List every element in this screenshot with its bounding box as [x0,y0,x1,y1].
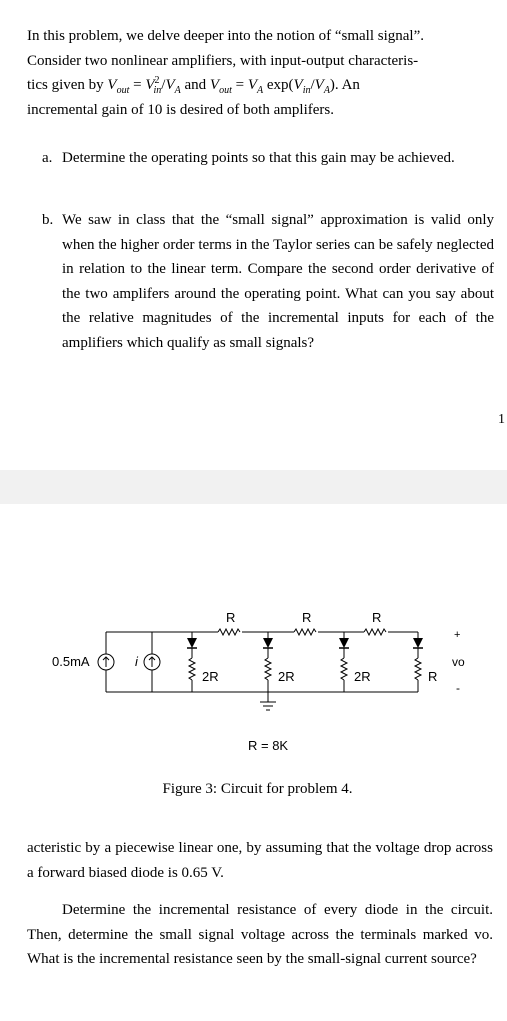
resistor-value-note: R = 8K [248,738,289,753]
series-resistor-3-label: R [372,610,382,625]
series-resistor-2-label: R [302,610,312,625]
item-text: We saw in class that the “small signal” approximation is valid only when the higher order terms in the Taylor series can be safely neglected in relation to the linear term. Compare the second order derivative of the two amplifers around the operating point. What can you say about the relative magnitudes of the incremental inputs for each of the amplifiers which qualify as small signals? [62,212,494,351]
circuit-diagram [48,592,478,792]
output-voltage-label: vo [452,655,465,669]
figure-caption: Figure 3: Circuit for problem 4. [162,781,353,797]
item-a [42,146,494,171]
shunt-resistor-3-label: 2R [354,669,371,684]
item-text: Determine the operating points so that this gain may be achieved. [62,150,455,166]
item-label: a. [42,150,53,166]
output-minus-label: - [456,681,460,695]
page2-paragraph-2: Determine the incremental resistance of every diode in the circuit. Then, determine the small signal voltage across the terminals marked vo. What is the incremental resistance seen by the small-signal current source? [27,902,493,967]
intro-line-4: incremental gain of 10 is desired of both amplifers. [27,101,334,118]
output-plus-label: + [454,629,461,641]
page2-paragraph-1: acteristic by a piecewise linear one, by assuming that the voltage drop across a forward biased diode is 0.65 V. [27,840,493,881]
intro-line-1: In this problem, we delve deeper into the notion of “small signal”. [27,28,424,44]
page-separator [0,470,507,504]
small-signal-source-label: i [135,654,138,669]
intro-line-3: tics given by $V_{out} = V^2_{in}/V_A$ and $V_{out} = V_A$ $\exp(V_{in}/V_A)$. An [27,75,360,96]
equation-square-amplifier: $V_{out} = V^2_{in}/V_A$ [107,75,181,96]
current-source-label: 0.5mA [52,654,90,669]
series-resistor-1-label: R [226,610,236,625]
problem-intro [27,24,493,122]
intro-line-2: Consider two nonlinear amplifiers, with input-output characteris- [27,52,419,69]
page-number: 1 [498,412,505,427]
item-b [42,208,494,355]
load-resistor-label: R [428,669,438,684]
item-label: b. [42,212,54,228]
equation-exp-amplifier: $V_{out} = V_A$ $\exp(V_{in}/V_A)$. [209,77,339,96]
shunt-resistor-1-label: 2R [202,669,219,684]
shunt-resistor-2-label: 2R [278,669,295,684]
